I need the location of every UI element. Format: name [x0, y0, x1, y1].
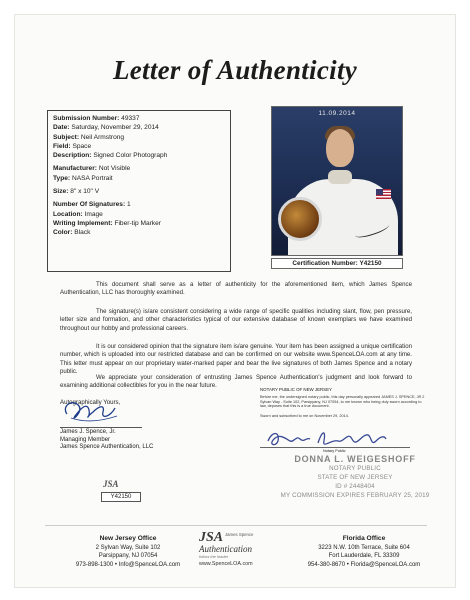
notary-sworn-date: Sworn and subscribed to me on November 29, 2014.: [260, 414, 349, 418]
closing-text: Autographically Yours,: [60, 399, 121, 406]
nj-office-line1: 2 Sylvan Way, Suite 102: [95, 544, 161, 551]
jsa-logo-tagline: follow the leader: [199, 554, 229, 559]
us-flag-patch-icon: [376, 189, 391, 199]
nj-office-heading: New Jersey Office: [99, 535, 157, 542]
certification-number: Y42150: [359, 260, 382, 267]
item-details-box: [47, 110, 231, 272]
jsa-mini-logo: JSA: [103, 479, 119, 489]
signer-company: James Spence Authentication, LLC: [60, 444, 154, 451]
florida-office: [289, 535, 439, 569]
signer-title: Managing Member: [60, 436, 111, 443]
helmet: [278, 197, 322, 241]
notary-stamp-expiry: MY COMMISSION EXPIRES FEBRUARY 25, 2019: [280, 492, 430, 499]
jsa-website: www.SpenceLOA.com: [199, 561, 253, 567]
color-value: Black: [74, 229, 91, 237]
signatures-row: Number Of Signatures: 1: [53, 201, 131, 209]
body-paragraph-2: The signature(s) is/are consistent considering a wide range of specific qualities including slant, flow, pen pressure, letter size and formation, and other characteristics typical of our extensive database of known exemplars we have examined throughout our hobby and professional careers.: [60, 308, 412, 332]
document-title: Letter of Authenticity: [112, 55, 358, 85]
description-row: Description: Signed Color Photograph: [53, 152, 168, 160]
notary-statement: Before me, the undersigned notary public, this day personally appeared JAMES J. SPENCE, JR 2 Sylvan Way - Suite 102, Parsippany, NJ 07054, to me known who being duly sworn according to law, deposes that this is a true document.: [260, 395, 425, 409]
signer-name: James J. Spence, Jr.: [60, 429, 116, 435]
jsa-logo-mark: JSA: [199, 530, 224, 545]
date-value: Saturday, November 29, 2014: [71, 124, 159, 132]
notary-stamp-name: DONNA L. WEIGESHOFF: [294, 454, 416, 464]
jsa-logo: [199, 531, 275, 579]
footer-divider: [45, 525, 427, 526]
nj-office-line2: Parsippany, NJ 07054: [98, 553, 158, 560]
body-paragraph-3: It is our considered opinion that the signature item is/are genuine. Your item has been assigned a unique certification number, which is uploaded into our restricted database and can be confirmed on our website www.SpenceLOA.com at any time. This letter must appear on our proprietary water-marked paper and bear the live signatures of both James Spence and a notary public.: [60, 343, 412, 375]
body-paragraph-1: This document shall serve as a letter of authenticity for the aforementioned item, which James Spence Authentication, LLC has thoroughly examined.: [60, 281, 412, 297]
fl-office-line2: Fort Lauderdale, FL 33309: [328, 553, 400, 560]
signature-line: [60, 427, 142, 428]
location-row: Location: Image: [53, 210, 103, 218]
notary-stamp-state: STATE OF NEW JERSEY: [317, 474, 393, 481]
color-row: Color: Black: [53, 229, 91, 237]
fl-office-heading: Florida Office: [342, 535, 386, 542]
letter-page: [14, 14, 456, 588]
jsa-logo-james-spence: James Spence: [225, 532, 254, 537]
manufacturer-row: Manufacturer: Not Visible: [53, 165, 131, 173]
field-row: Field: Space: [53, 142, 92, 150]
fl-office-line1: 3223 N.W. 10th Terrace, Suite 604: [318, 544, 410, 551]
signatures-value: 1: [127, 201, 131, 209]
fl-office-contact: 954-380-8670 • Florida@SpenceLOA.com: [307, 561, 421, 568]
notary-stamp: [280, 455, 430, 500]
size-row: Size: 8" x 10" V: [53, 188, 100, 196]
date-row: Date: Saturday, November 29, 2014: [53, 124, 159, 132]
type-value: NASA Portrait: [71, 174, 113, 182]
submission-number-row: Submission Number: 49337: [53, 115, 140, 122]
notary-heading: NOTARY PUBLIC OF NEW JERSEY: [260, 387, 332, 392]
new-jersey-office: [53, 535, 203, 569]
subject-row: Subject: Neil Armstrong: [53, 133, 125, 141]
notary-stamp-id: ID # 2448404: [335, 483, 375, 490]
size-value: 8" x 10" V: [70, 188, 100, 196]
nj-office-contact: 973-898-1300 • Info@SpenceLOA.com: [75, 561, 181, 568]
photo-date-stamp: 11.09.2014: [318, 110, 356, 117]
submission-number: 49337: [121, 115, 140, 122]
suit-neck-ring: [328, 170, 352, 184]
implement-row: Writing Implement: Fiber-tip Marker: [53, 219, 161, 227]
implement-value: Fiber-tip Marker: [114, 219, 161, 227]
description-value: Signed Color Photograph: [93, 152, 168, 160]
notary-stamp-title: NOTARY PUBLIC: [329, 465, 381, 472]
notary-public-label: Notary Public: [323, 449, 346, 453]
type-row: Type: NASA Portrait: [53, 174, 113, 182]
certification-label: Certification Number:: [292, 260, 358, 267]
astronaut-head: [326, 129, 354, 167]
jsa-mini-number: Y42150: [101, 492, 141, 502]
jsa-hologram-sticker: [101, 479, 141, 507]
signer-block: [60, 429, 153, 452]
manufacturer-value: Not Visible: [98, 165, 131, 173]
field-value: Space: [72, 142, 92, 150]
certification-box: [271, 258, 403, 269]
subject-value: Neil Armstrong: [80, 133, 125, 141]
jsa-logo-authentication: Authentication: [199, 544, 252, 554]
location-value: Image: [84, 210, 103, 218]
body-paragraph-4: We appreciate your consideration of entrusting James Spence Authentication's judgment and look forward to examining additional collectibles for you in the near future.: [60, 374, 412, 390]
notary-signature-line: [260, 447, 410, 448]
james-spence-signature: [59, 392, 121, 428]
signed-photo: [271, 106, 403, 256]
